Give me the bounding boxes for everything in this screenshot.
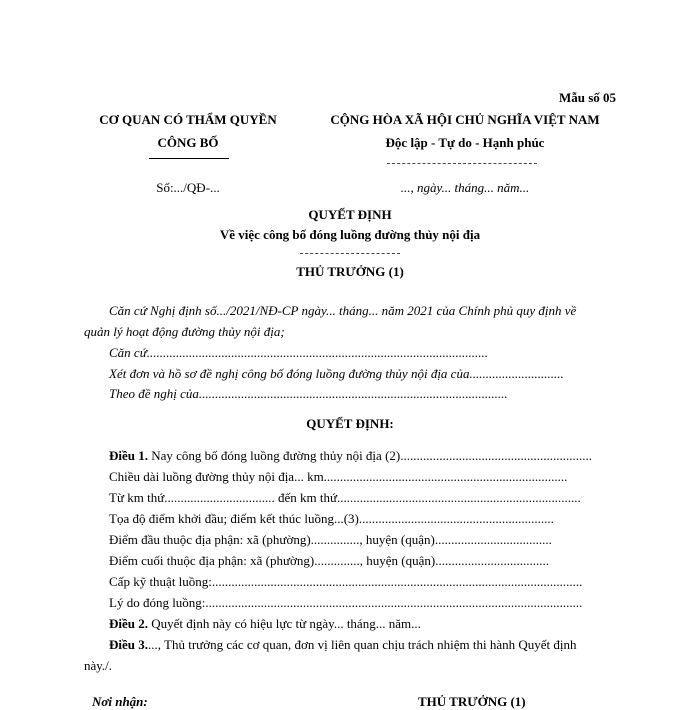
authority-heading: THỦ TRƯỞNG (1) [296,264,404,279]
article-2-text: Quyết định này có hiệu lực từ ngày... tháng... năm... [148,616,421,631]
nation-name: CỘNG HÒA XÃ HỘI CHỦ NGHĨA VIỆT NAM [330,112,600,127]
form-number: Mẫu số 05 [558,90,616,105]
preamble-line: Căn cứ......................................................................................................... [109,345,489,360]
preamble-line: Theo đề nghị của............................................................................................... [109,386,508,401]
decision-heading: QUYẾT ĐỊNH: [306,416,394,431]
preamble-line: quản lý hoạt động đường thủy nội địa; [84,324,285,339]
article-1-detail: Lý do đóng luồng:.................................................................................................................... [109,595,583,610]
date-line: ..., ngày... tháng... năm... [400,180,530,195]
article-1-detail: Chiều dài luồng đường thủy nội địa... km........................................................................... [109,469,568,484]
article-3-text: ..., Thủ trưởng các cơ quan, đơn vị liên quan chịu trách nhiệm thi hành Quyết định [148,637,577,652]
article-1-detail: Điểm đầu thuộc địa phận: xã (phường)..............., huyện (quận).................................... [109,532,552,547]
preamble-line: Xét đơn và hồ sơ đề nghị công bố đóng luồng đường thủy nội địa của............................. [109,366,564,381]
preamble-line: Căn cứ Nghị định số.../2021/NĐ-CP ngày... tháng... năm 2021 của Chính phủ quy định về [109,303,577,318]
agency-underline [149,158,229,159]
decision-subtitle: Về việc công bố đóng luồng đường thủy nội địa [219,227,481,242]
article-1-text: Nay công bố đóng luồng đường thủy nội địa (2)........................................................... [148,448,592,463]
article-1-label: Điều 1. [109,448,148,463]
agency-name: CƠ QUAN CÓ THẨM QUYỀN [99,112,277,127]
document-number: Số:.../QĐ-... [156,180,220,195]
article-1 [109,448,592,464]
agency-name-line2: CÔNG BỐ [157,135,219,150]
signer-title: THỦ TRƯỞNG (1) [418,694,526,709]
article-3 [109,637,577,653]
article-2-label: Điều 2. [109,616,148,631]
title-underline [300,253,400,254]
article-1-detail: Tọa độ điểm khởi đầu; điểm kết thúc luồng...(3)............................................................ [109,511,554,526]
recipients-label: Nơi nhận: [92,694,148,709]
decision-title: QUYẾT ĐỊNH [308,207,392,222]
article-3-label: Điều 3. [109,637,148,652]
article-1-detail: Từ km thứ.................................. đến km thứ........................................................................... [109,490,581,505]
article-1-detail: Điểm cuối thuộc địa phận: xã (phường).............., huyện (quận)................................... [109,553,549,568]
article-2 [109,616,421,632]
article-3-continuation: này./. [84,658,113,673]
motto: Độc lập - Tự do - Hạnh phúc [385,135,545,150]
motto-underline [387,163,537,164]
article-1-detail: Cấp kỹ thuật luồng:.................................................................................................................. [109,574,583,589]
